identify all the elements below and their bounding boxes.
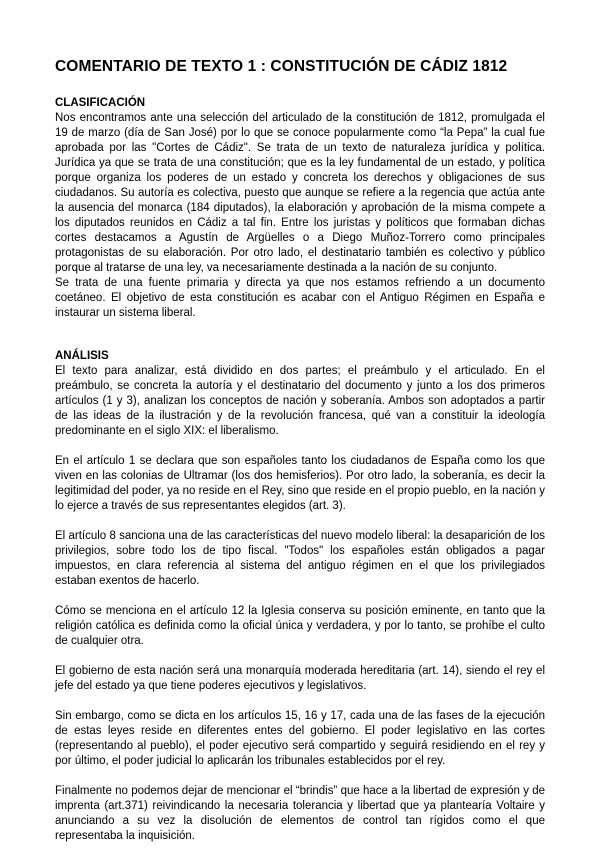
- section-clasificacion: [55, 96, 545, 321]
- document-title: [55, 57, 545, 76]
- paragraph: Nos encontramos ante una selección del articulado de la constitución de 1812, promulgada el 19 de marzo (día de San José) por lo que se conoce popularmente como “la Pepa” la cual fue aprobada por las "Cortes de Cádiz". Se trata de un texto de naturaleza jurídica y política. Jurídica ya que se trata de una constitución; que es la ley fundamental de un estado, y política porque organiza los poderes de un estado y concreta los derechos y obligaciones de sus ciudadanos. Su autoría es colectiva, puesto que aunque se refiere a la regencia que actúa ante la ausencia del monarca (184 diputados), la elaboración y aprobación de la misma compete a los diputados reunidos en Cádiz a tal fin. Entre los juristas y políticos que formaban dichas cortes destacamos a Agustín de Argüelles o a Diego Muñoz-Torrero como principales protagonistas de su elaboración. Por otro lado, el destinatario también es colectivo y público porque al tratarse de una ley, va necesariamente destinada a la nación de su conjunto.: [55, 112, 545, 274]
- paragraph: Finalmente no podemos dejar de mencionar el “brindis” que hace a la libertad de expresión y de imprenta (art.371) reivindicando la necesaria tolerancia y libertad que ya plantearía Voltaire y anunciando a su vez la disolución de elementos de control tan rígidos como el que representaba la inquisición.: [55, 785, 545, 842]
- paragraph: Sin embargo, como se dicta en los artículos 15, 16 y 17, cada una de las fases de la ejecución de estas leyes reside en diferentes entes del gobierno. El poder legislativo en las cortes (representando al pueblo), el poder ejecutivo será compartido y seguirá residiendo en el rey y por último, el poder judicial lo aplicarán los tribunales establecidos por el rey.: [55, 710, 545, 767]
- section-analisis: [55, 349, 545, 844]
- paragraph: El artículo 8 sanciona una de las características del nuevo modelo liberal: la desaparición de los privilegios, sobre todo los de tipo fiscal. "Todos" los españoles están obligados a pagar impuestos, en clara referencia al sistema del antiguo régimen en el que los privilegiados estaban exentos de hacerlo.: [55, 530, 545, 587]
- section-heading-clasificacion: CLASIFICACIÓN: [55, 97, 146, 109]
- paragraph: El gobierno de esta nación será una monarquía moderada hereditaria (art. 14), siendo el rey el jefe del estado ya que tiene poderes ejecutivos y legislativos.: [55, 665, 545, 692]
- paragraph: En el artículo 1 se declara que son españoles tanto los ciudadanos de España como los que viven en las colonias de Ultramar (los dos hemisferios). Por otro lado, la soberanía, es decir la legitimidad del poder, ya no reside en el Rey, sino que reside en el propio pueblo, en la nación y lo ejerce a través de sus representantes elegidos (art. 3).: [55, 455, 545, 512]
- paragraph: Cómo se menciona en el artículo 12 la Iglesia conserva su posición eminente, en tanto que la religión católica es definida como la oficial única y verdadera, y por lo tanto, se prohíbe el culto de cualquier otra.: [55, 605, 545, 647]
- paragraph: El texto para analizar, está dividido en dos partes; el preámbulo y el articulado. En el preámbulo, se concreta la autoría y el destinatario del documento y junto a los dos primeros artículos (1 y 3), analizan los conceptos de nación y soberanía. Ambos son adoptados a partir de las ideas de la ilustración y de la revolución francesa, qué van a constituir la ideología predominante en el siglo XIX: el liberalismo.: [55, 365, 545, 437]
- section-heading-analisis: ANÁLISIS: [55, 350, 109, 362]
- document-title-text: COMENTARIO DE TEXTO 1 : CONSTITUCIÓN DE CÁDIZ 1812: [55, 58, 508, 75]
- paragraph: Se trata de una fuente primaria y directa ya que nos estamos refriendo a un documento coetáneo. El objetivo de esta constitución es acabar con el Antiguo Régimen en España e instaurar un sistema liberal.: [55, 277, 545, 319]
